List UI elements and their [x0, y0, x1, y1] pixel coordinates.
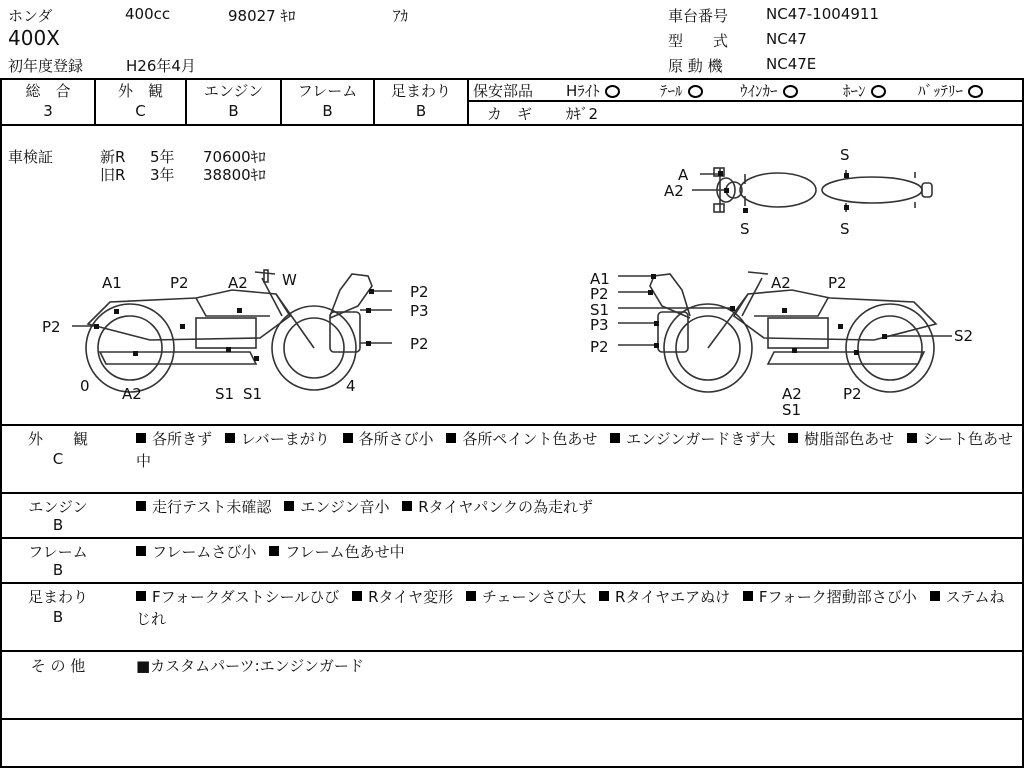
diagram-label: P2 [42, 318, 61, 336]
safety-winker: ｳｲﾝｶｰ [740, 80, 798, 101]
top-view-motorcycle-icon [714, 168, 932, 212]
note-suspension-category: 足まわり [27, 588, 88, 606]
divider [0, 650, 1024, 652]
safety-parts-label: 保安部品 [473, 82, 534, 100]
note-engine-grade: B [52, 516, 64, 534]
safety-headlight: Hﾗｲﾄ [566, 80, 620, 101]
diagram-label: P2 [843, 385, 862, 403]
divider [0, 492, 1024, 494]
engine-model-label: 原 動 機 [668, 57, 723, 75]
inspection-new-years: 5年 [150, 148, 175, 166]
diagram-label: S1 [243, 385, 263, 403]
first-registration-label: 初年度登録 [8, 57, 84, 75]
note-other-category: そ の 他 [30, 657, 86, 675]
note-engine-category: エンジン [28, 498, 88, 516]
diagram-label: A2 [228, 274, 248, 292]
frame-number-value: NC47-1004911 [766, 5, 879, 23]
bullet-square-icon [446, 433, 456, 443]
note-exterior-grade: C [52, 450, 64, 468]
diagram-label: S [840, 146, 850, 164]
diagram-label: A2 [771, 274, 791, 292]
diagram-label: A [678, 166, 689, 184]
note-exterior-category: 外 観 [27, 430, 88, 448]
diagram-label: W [282, 271, 297, 289]
diagram-label: P3 [590, 316, 609, 334]
grade-exterior-value: C [135, 102, 146, 120]
damage-diagram [0, 126, 1024, 426]
ok-circle-icon [688, 85, 703, 98]
key-label: カ ギ [487, 105, 533, 123]
grade-engine-value: B [228, 102, 239, 120]
ok-circle-icon [783, 85, 798, 98]
diagram-label: P2 [828, 274, 847, 292]
bullet-square-icon [599, 591, 609, 601]
grade-frame-label: フレーム [297, 82, 358, 100]
grade-overall-label: 総 合 [25, 82, 71, 100]
grade-suspension-value: B [415, 102, 427, 120]
diagram-label: A2 [122, 385, 142, 403]
diagram-label: P3 [410, 302, 429, 320]
bullet-square-icon [788, 433, 798, 443]
bullet-square-icon [136, 591, 146, 601]
frame-number-label: 車台番号 [668, 7, 729, 25]
inspection-label: 車検証 [8, 148, 54, 166]
ok-circle-icon [968, 85, 983, 98]
diagram-label: S1 [782, 401, 802, 419]
diagram-label: A2 [664, 182, 684, 200]
diagram-label: P2 [590, 338, 609, 356]
maker-name: ホンダ [8, 7, 53, 25]
bullet-square-icon [930, 591, 940, 601]
body-color: ｱｶ [393, 7, 409, 25]
note-frame-items: フレームさび小 フレーム色あせ中 [136, 541, 1016, 563]
note-other-text: ■カスタムパーツ:エンジンガード [136, 657, 364, 675]
grade-engine-label: エンジン [203, 82, 264, 100]
divider [0, 424, 1024, 426]
note-frame-category: フレーム [28, 543, 88, 561]
grade-exterior-label: 外 観 [117, 82, 163, 100]
bullet-square-icon [402, 501, 412, 511]
diagram-label: S1 [590, 301, 610, 319]
note-frame-grade: B [52, 561, 64, 579]
note-engine-items: 走行テスト未確認 エンジン音小 Rタイヤパンクの為走れず [136, 496, 1016, 518]
diagram-label: 0 [80, 377, 90, 395]
diagram-label: P2 [170, 274, 189, 292]
model-type-value: NC47 [766, 30, 807, 48]
inspection-old-km: 38800ｷﾛ [203, 166, 266, 184]
engine-model-value: NC47E [766, 55, 817, 73]
key-value: ｶｷﾞ2 [566, 105, 599, 123]
bullet-square-icon [343, 433, 353, 443]
first-registration-value: H26年4月 [126, 57, 196, 75]
displacement: 400cc [125, 5, 171, 23]
note-suspension-grade: B [52, 608, 64, 626]
diagram-label: 4 [346, 377, 356, 395]
bullet-square-icon [136, 501, 146, 511]
diagram-label: S1 [215, 385, 235, 403]
model-type-label: 型 式 [668, 32, 729, 50]
diagram-label: P2 [590, 285, 609, 303]
diagram-label: P2 [410, 335, 429, 353]
safety-horn: ﾎｰﾝ [843, 80, 886, 101]
diagram-label: S [840, 220, 850, 238]
bullet-square-icon [743, 591, 753, 601]
safety-taillight: ﾃｰﾙ [660, 80, 703, 101]
bullet-square-icon [907, 433, 917, 443]
bullet-square-icon [610, 433, 620, 443]
divider [0, 582, 1024, 584]
grade-suspension-label: 足まわり [390, 82, 451, 100]
bullet-square-icon [136, 433, 146, 443]
model-name: 400X [8, 26, 60, 50]
bullet-square-icon [352, 591, 362, 601]
grade-frame-value: B [322, 102, 333, 120]
bullet-square-icon [225, 433, 235, 443]
divider [0, 537, 1024, 539]
diagram-label: S2 [954, 327, 974, 345]
inspection-new-km: 70600ｷﾛ [203, 148, 266, 166]
inspection-old-years: 3年 [150, 166, 175, 184]
note-exterior-items: 各所きず レバーまがり 各所さび小 各所ペイント色あせ エンジンガードきず大 樹脂部色あせ シート色あせ中 [136, 430, 1013, 470]
bullet-square-icon [269, 546, 279, 556]
diagram-label: S [740, 220, 750, 238]
ok-circle-icon [605, 85, 620, 98]
mileage: 98027 ｷﾛ [228, 7, 296, 25]
safety-battery: ﾊﾞｯﾃﾘｰ [918, 80, 983, 101]
divider [0, 718, 1024, 720]
grade-overall-value: 3 [43, 102, 53, 120]
diagram-label: A2 [782, 385, 802, 403]
diagram-label: A1 [590, 270, 610, 288]
bullet-square-icon [284, 501, 294, 511]
inspection-new-kind: 新R [100, 148, 126, 166]
diagram-label: P2 [410, 283, 429, 301]
ok-circle-icon [871, 85, 886, 98]
note-suspension-items: Fフォークダストシールひび Rタイヤ変形 チェーンさび大 Rタイヤエアぬけ Fフォーク摺動部さび小 ステムねじれ [136, 588, 1005, 628]
right-side-motorcycle-icon [650, 272, 936, 392]
inspection-old-kind: 旧R [100, 166, 126, 184]
bullet-square-icon [136, 546, 146, 556]
diagram-label: A1 [102, 274, 122, 292]
bullet-square-icon [466, 591, 476, 601]
